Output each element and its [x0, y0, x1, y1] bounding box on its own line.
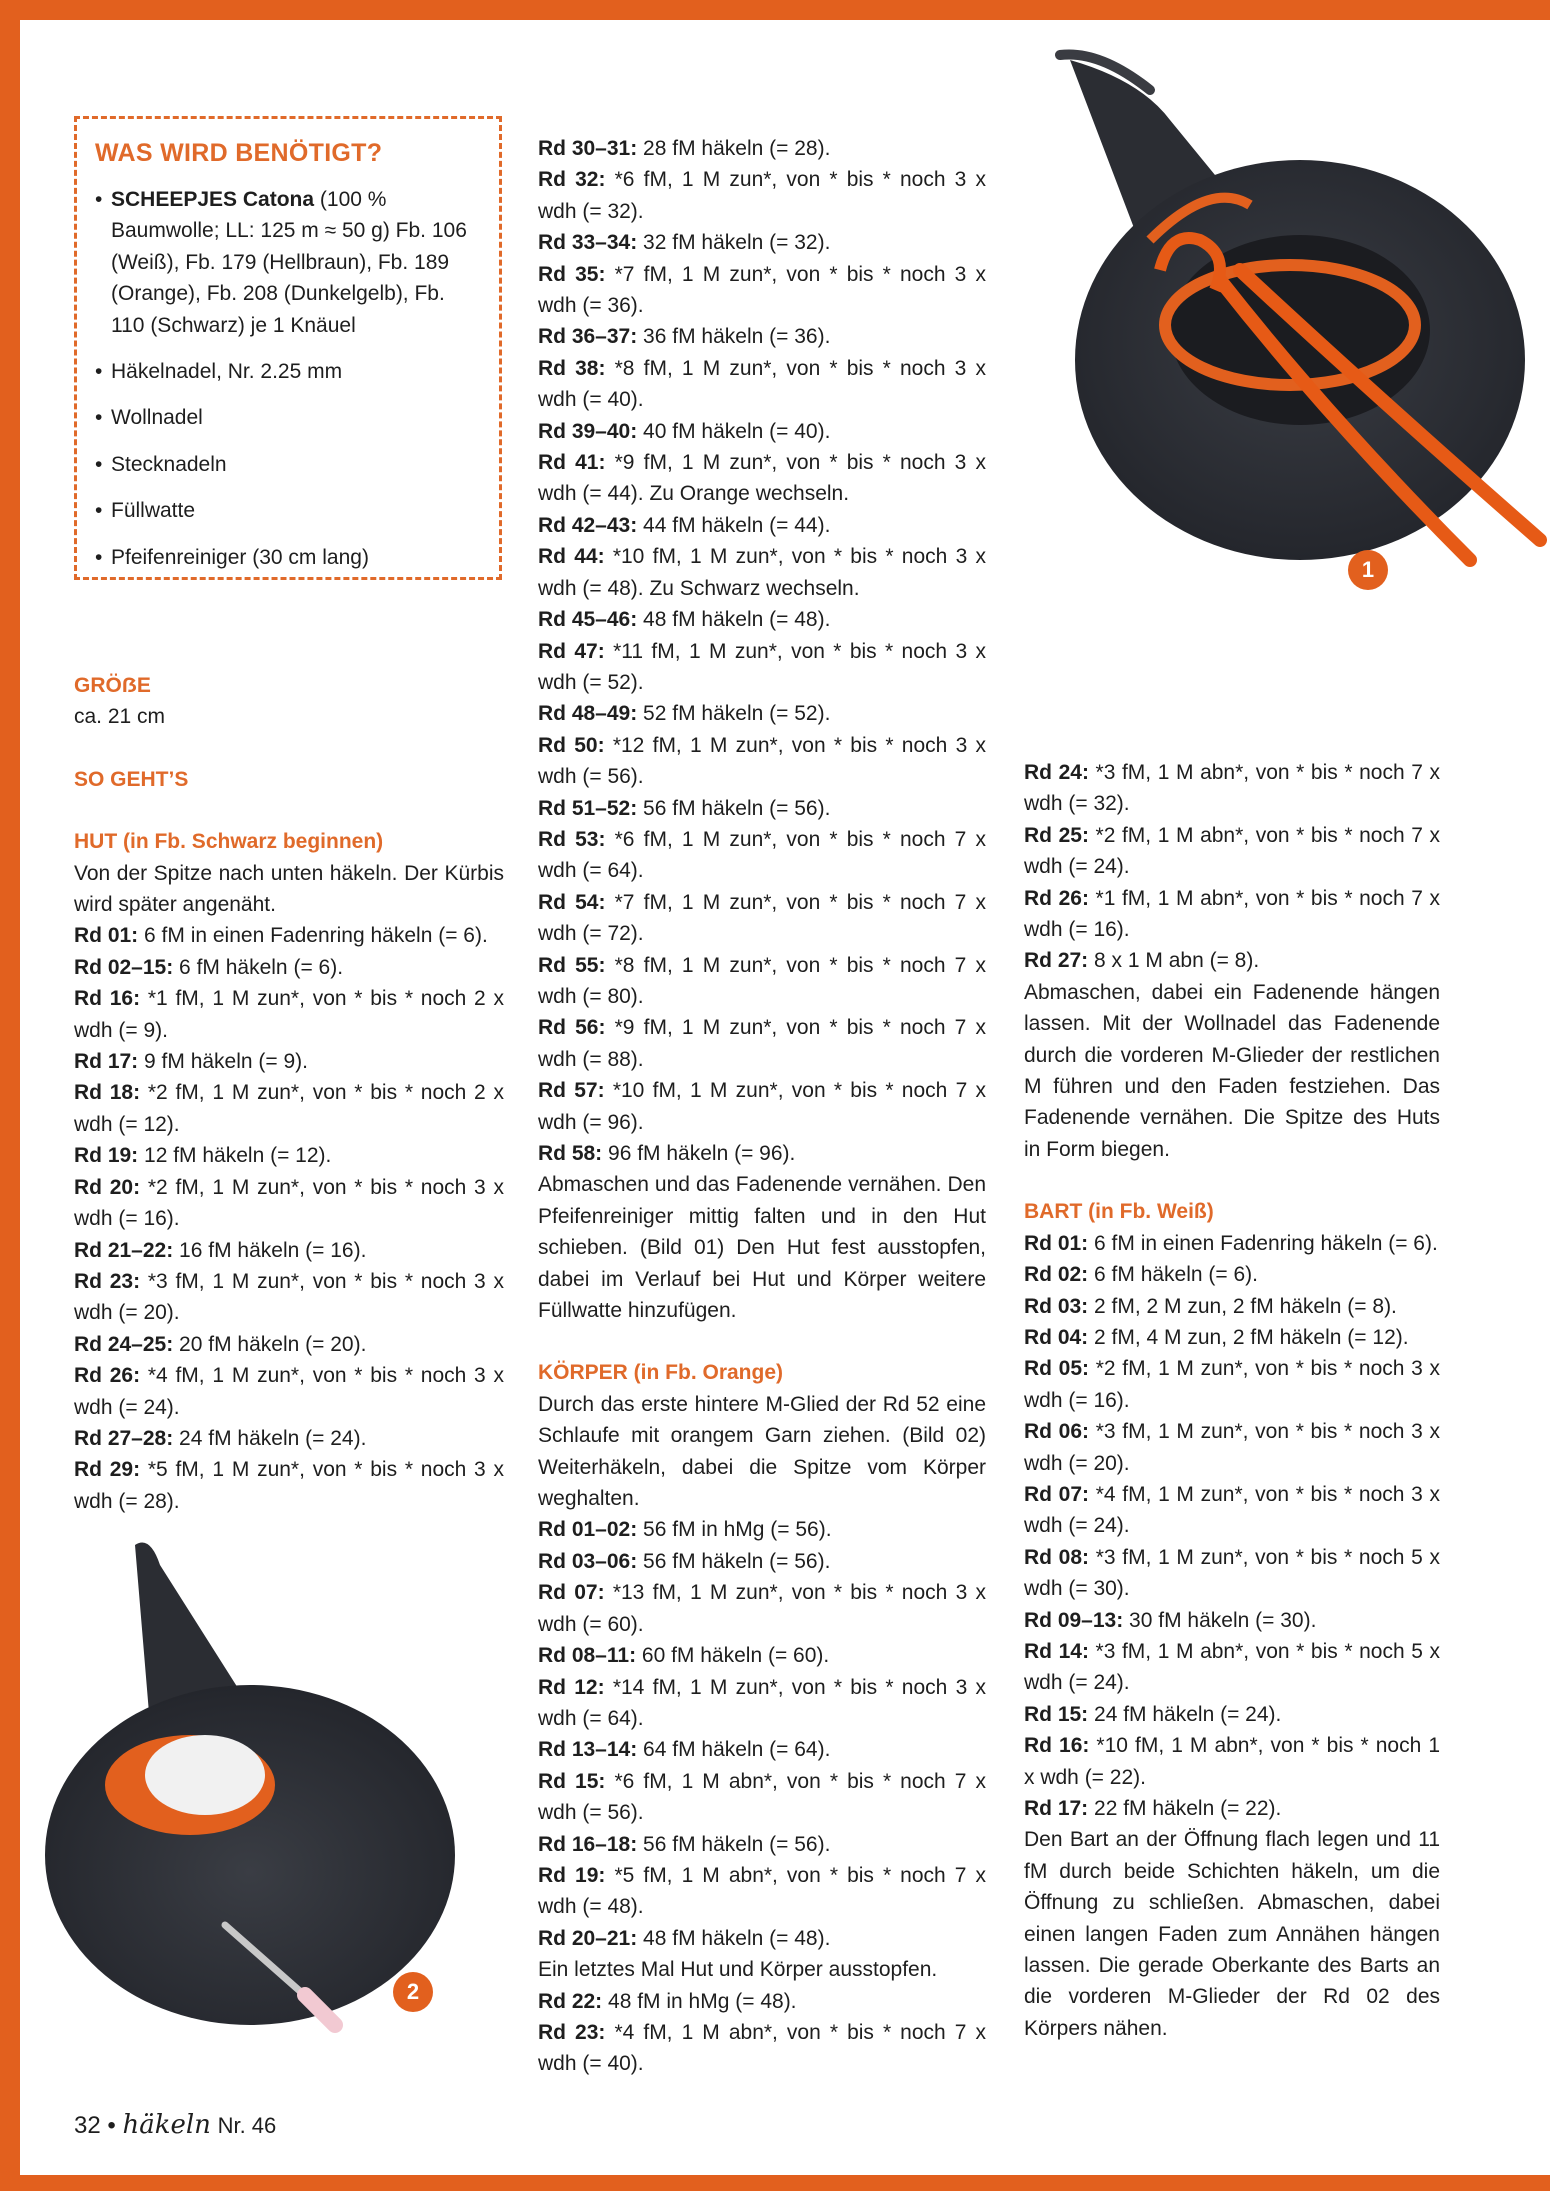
page-frame-top [0, 0, 1550, 20]
round-instruction [1024, 1322, 1440, 1353]
round-instruction [1024, 1228, 1440, 1259]
round-label: Rd 58: [538, 1142, 603, 1165]
round-label: Rd 24–25: [74, 1332, 174, 1356]
materials-item [95, 184, 479, 341]
round-text: *2 fM, 1 M zun*, von * bis * noch 3 x wdh (= 16). [74, 1175, 504, 1231]
round-instruction [74, 1266, 504, 1329]
body-rows [538, 1514, 986, 1954]
round-instruction [1024, 1291, 1440, 1322]
round-text: 64 fM häkeln (= 64). [637, 1738, 831, 1762]
round-instruction [538, 1766, 986, 1829]
materials-item: • Häkelnadel, Nr. 2.25 mm [95, 356, 479, 387]
round-label: Rd 02–15: [74, 955, 174, 979]
round-instruction [74, 1423, 504, 1454]
round-text: *7 fM, 1 M zun*, von * bis * noch 3 x wdh (= 36). [538, 262, 986, 318]
instructions-heading: SO GEHT’S [74, 767, 189, 791]
round-text: *9 fM, 1 M zun*, von * bis * noch 3 x wdh (= 44). Zu Orange wechseln. [538, 451, 986, 506]
round-text: 36 fM häkeln (= 36). [637, 325, 831, 349]
round-label: Rd 17: [1024, 1797, 1089, 1820]
round-text: *3 fM, 1 M zun*, von * bis * noch 3 x wdh (= 20). [1024, 1420, 1440, 1475]
magazine-name: häkeln [122, 2110, 211, 2140]
round-text: *10 fM, 1 M zun*, von * bis * noch 7 x wdh (= 96). [538, 1079, 986, 1134]
round-instruction [538, 1640, 986, 1671]
materials-title: WAS WIRD BENÖTIGT? [95, 139, 383, 167]
round-instruction [1024, 1416, 1440, 1479]
round-label: Rd 20–21: [538, 1926, 638, 1950]
round-label: Rd 16: [1024, 1734, 1090, 1758]
round-label: Rd 45–46: [538, 608, 638, 632]
materials-item: • Stecknadeln [95, 449, 479, 480]
round-text: *7 fM, 1 M zun*, von * bis * noch 7 x wdh (= 72). [538, 890, 986, 946]
round-label: Rd 13–14: [538, 1738, 638, 1762]
round-text: *13 fM, 1 M zun*, von * bis * noch 3 x wdh (= 60). [538, 1581, 986, 1636]
round-label: Rd 27: [1024, 949, 1089, 973]
round-text: 96 fM häkeln (= 96). [602, 1142, 796, 1165]
round-instruction [538, 321, 986, 352]
round-instruction [1024, 1605, 1440, 1636]
round-label: Rd 44: [538, 545, 605, 569]
round-label: Rd 55: [538, 953, 606, 977]
round-instruction [538, 1546, 986, 1577]
round-label: Rd 26: [74, 1364, 141, 1388]
round-instruction [538, 164, 986, 227]
round-text: 6 fM in einen Fadenring häkeln (= 6). [138, 924, 488, 948]
hat-intro: Von der Spitze nach unten häkeln. Der Kürbis wird später angenäht. [74, 861, 504, 917]
round-label: Rd 48–49: [538, 702, 638, 726]
round-instruction [538, 604, 986, 635]
round-label: Rd 33–34: [538, 231, 638, 255]
round-label: Rd 09–13: [1024, 1608, 1124, 1632]
round-label: Rd 36–37: [538, 325, 638, 349]
round-instruction [538, 416, 986, 447]
round-instruction [538, 1577, 986, 1640]
round-text: 56 fM häkeln (= 56). [637, 1549, 831, 1573]
round-text: 12 fM häkeln (= 12). [138, 1144, 332, 1168]
round-text: 60 fM häkeln (= 60). [636, 1644, 830, 1668]
round-text: 24 fM häkeln (= 24). [173, 1426, 367, 1450]
round-label: Rd 35: [538, 262, 606, 286]
round-label: Rd 17: [74, 1050, 139, 1074]
beard-finish-text: Den Bart an der Öffnung flach legen und 11 fM durch beide Schichten häkeln, um die Öffnung zu schließen. Abmaschen, dabei einen langen Faden zum Annähen hängen lassen. Die gerade Oberkante des Barts an die vorderen M-Glieder der Rd 02 des Körpers nähen. [1024, 1828, 1440, 2040]
round-text: 2 fM, 4 M zun, 2 fM häkeln (= 12). [1088, 1325, 1409, 1349]
round-text: *10 fM, 1 M zun*, von * bis * noch 3 x wdh (= 48). Zu Schwarz wechseln. [538, 545, 986, 600]
round-instruction [1024, 1353, 1440, 1416]
round-instruction [1024, 1793, 1440, 1824]
page-number: 32 [74, 2112, 101, 2139]
round-label: Rd 24: [1024, 761, 1089, 784]
round-label: Rd 08–11: [538, 1644, 637, 1668]
round-label: Rd 03–06: [538, 1549, 638, 1573]
round-instruction [538, 1075, 986, 1138]
round-instruction [538, 1514, 986, 1545]
page-frame-left [0, 0, 20, 2191]
round-label: Rd 51–52: [538, 796, 638, 820]
round-text: *10 fM, 1 M abn*, von * bis * noch 1 x wdh (= 22). [1024, 1734, 1440, 1789]
stuff-again-text: Ein letztes Mal Hut und Körper ausstopfen. [538, 1958, 938, 1982]
photo-badge-2: 2 [393, 1972, 433, 2012]
round-label: Rd 02: [1024, 1263, 1089, 1287]
beard-rows [1024, 1228, 1440, 1825]
round-label: Rd 01: [74, 924, 139, 948]
round-label: Rd 27–28: [74, 1426, 174, 1450]
round-instruction [538, 887, 986, 950]
round-label: Rd 23: [74, 1269, 141, 1293]
round-text: 6 fM häkeln (= 6). [1088, 1263, 1259, 1287]
round-label: Rd 42–43: [538, 513, 638, 537]
body-intro: Durch das erste hintere M-Glied der Rd 52 eine Schlaufe mit orangem Garn ziehen. (Bild 02) Weiterhäkeln, dabei die Spitze vom Körper weghalten. [538, 1392, 986, 1511]
round-instruction [74, 983, 504, 1046]
round-label: Rd 30–31: [538, 137, 638, 160]
round-text: *4 fM, 1 M abn*, von * bis * noch 7 x wdh (= 40). [538, 2020, 986, 2076]
round-label: Rd 56: [538, 1016, 606, 1040]
round-instruction [538, 227, 986, 258]
round-label: Rd 39–40: [538, 419, 638, 443]
round-instruction [74, 952, 504, 983]
round-instruction [538, 259, 986, 322]
round-label: Rd 21–22: [74, 1238, 174, 1262]
size-value: ca. 21 cm [74, 705, 166, 729]
round-label: Rd 57: [538, 1079, 605, 1103]
round-text: 56 fM häkeln (= 56). [637, 1832, 831, 1856]
round-text: *2 fM, 1 M zun*, von * bis * noch 2 x wdh (= 12). [74, 1081, 504, 1136]
round-text: 9 fM häkeln (= 9). [138, 1050, 309, 1074]
round-text: *1 fM, 1 M abn*, von * bis * noch 7 x wdh (= 16). [1024, 886, 1440, 942]
photo-hat-pipe-cleaner [1000, 40, 1550, 780]
round-label: Rd 19: [538, 1863, 606, 1887]
round-text: *2 fM, 1 M zun*, von * bis * noch 3 x wdh (= 16). [1024, 1357, 1440, 1412]
round-instruction [538, 636, 986, 699]
materials-yarn-details: (100 % Baumwolle; LL: 125 m ≈ 50 g) Fb. 106 (Weiß), Fb. 179 (Hellbraun), Fb. 189 (Orange), Fb. 208 (Dunkelgelb), Fb. 110 (Schwarz) je 1 Knäuel [111, 188, 467, 337]
round-instruction [74, 1140, 504, 1171]
round-label: Rd 54: [538, 890, 606, 914]
round-text: 20 fM häkeln (= 20). [173, 1332, 367, 1356]
page-frame-bottom [0, 2175, 1550, 2191]
hat-rows [74, 920, 504, 1517]
round-label: Rd 01–02: [538, 1518, 638, 1542]
round-label: Rd 22: [538, 1989, 603, 2013]
round-text: *1 fM, 1 M zun*, von * bis * noch 2 x wdh (= 9). [74, 987, 504, 1042]
round-instruction [538, 793, 986, 824]
round-instruction [74, 1077, 504, 1140]
page-footer [74, 2110, 276, 2140]
round-text: 16 fM häkeln (= 16). [173, 1238, 367, 1262]
hat-rows-continued [538, 133, 986, 1169]
round-label: Rd 12: [538, 1675, 605, 1699]
round-label: Rd 03: [1024, 1294, 1089, 1318]
round-instruction [74, 1235, 504, 1266]
round-instruction [538, 1923, 986, 1954]
round-label: Rd 19: [74, 1144, 139, 1168]
round-instruction [538, 950, 986, 1013]
round-instruction [1024, 1636, 1440, 1699]
round-text: 6 fM häkeln (= 6). [173, 955, 344, 979]
round-instruction [538, 1734, 986, 1765]
round-text: *4 fM, 1 M zun*, von * bis * noch 3 x wdh (= 24). [1024, 1482, 1440, 1538]
body-rows-final [1024, 757, 1440, 977]
materials-item: • Wollnadel [95, 402, 479, 433]
round-text: *3 fM, 1 M zun*, von * bis * noch 5 x wdh (= 30). [1024, 1545, 1440, 1601]
column-3 [1024, 757, 1440, 2044]
hat-heading: HUT (in Fb. Schwarz beginnen) [74, 830, 384, 854]
round-text: *5 fM, 1 M abn*, von * bis * noch 7 x wdh (= 48). [538, 1863, 986, 1919]
round-instruction [74, 1360, 504, 1423]
round-text: 2 fM, 2 M zun, 2 fM häkeln (= 8). [1088, 1294, 1397, 1318]
body-finish-text: Abmaschen, dabei ein Fadenende hängen lassen. Mit der Wollnadel das Fadenende durch die vorderen M-Glieder der restlichen M führen und den Faden festziehen. Das Fadenende vernähen. Die Spitze des Huts in Form biegen. [1024, 980, 1440, 1161]
stuffing [145, 1735, 265, 1815]
round-text: *3 fM, 1 M zun*, von * bis * noch 3 x wdh (= 20). [74, 1269, 504, 1325]
round-text: 52 fM häkeln (= 52). [637, 702, 831, 726]
round-instruction [1024, 820, 1440, 883]
round-label: Rd 07: [1024, 1482, 1090, 1506]
round-instruction [538, 447, 986, 510]
round-text: *6 fM, 1 M abn*, von * bis * noch 7 x wdh (= 56). [538, 1769, 986, 1825]
round-text: *6 fM, 1 M zun*, von * bis * noch 7 x wdh (= 64). [538, 827, 986, 883]
round-instruction [1024, 1479, 1440, 1542]
round-label: Rd 04: [1024, 1325, 1089, 1349]
round-text: *4 fM, 1 M zun*, von * bis * noch 3 x wdh (= 24). [74, 1364, 504, 1419]
round-text: 48 fM häkeln (= 48). [637, 608, 831, 632]
round-label: Rd 53: [538, 827, 606, 851]
round-label: Rd 06: [1024, 1420, 1090, 1444]
round-text: *6 fM, 1 M zun*, von * bis * noch 3 x wdh (= 32). [538, 168, 986, 223]
round-instruction [538, 730, 986, 793]
round-text: *5 fM, 1 M zun*, von * bis * noch 3 x wdh (= 28). [74, 1458, 504, 1513]
round-label: Rd 29: [74, 1458, 141, 1482]
beard-heading: BART (in Fb. Weiß) [1024, 1200, 1214, 1224]
round-instruction [74, 1046, 504, 1077]
round-instruction [538, 698, 986, 729]
round-text: *2 fM, 1 M abn*, von * bis * noch 7 x wdh (= 24). [1024, 823, 1440, 879]
body-rows-end [538, 1986, 986, 2080]
round-text: 22 fM häkeln (= 22). [1088, 1797, 1282, 1820]
hat-finish-text: Abmaschen und das Fadenende vernähen. Den Pfeifenreiniger mittig falten und in den Hut schieben. (Bild 01) Den Hut fest ausstopfen, dabei im Verlauf bei Hut und Körper weitere Füllwatte hinzufügen. [538, 1173, 986, 1323]
round-label: Rd 16–18: [538, 1832, 638, 1856]
round-text: 48 fM häkeln (= 48). [637, 1926, 831, 1950]
round-label: Rd 15: [1024, 1702, 1089, 1726]
round-text: 8 x 1 M abn (= 8). [1088, 949, 1260, 973]
round-text: *8 fM, 1 M zun*, von * bis * noch 7 x wdh (= 80). [538, 953, 986, 1008]
round-text: 30 fM häkeln (= 30). [1123, 1608, 1317, 1632]
round-label: Rd 16: [74, 987, 141, 1011]
round-label: Rd 01: [1024, 1231, 1089, 1255]
round-label: Rd 23: [538, 2020, 606, 2044]
round-instruction [538, 1986, 986, 2017]
round-text: 56 fM in hMg (= 56). [637, 1518, 832, 1542]
round-instruction [1024, 945, 1440, 976]
round-label: Rd 41: [538, 451, 606, 475]
round-text: 44 fM häkeln (= 44). [637, 513, 831, 537]
round-instruction [1024, 1699, 1440, 1730]
round-text: 28 fM häkeln (= 28). [637, 137, 831, 160]
round-label: Rd 15: [538, 1769, 606, 1793]
round-instruction [1024, 1730, 1440, 1793]
round-label: Rd 14: [1024, 1639, 1089, 1663]
round-label: Rd 20: [74, 1175, 141, 1199]
round-instruction [1024, 1542, 1440, 1605]
round-text: *8 fM, 1 M zun*, von * bis * noch 3 x wdh (= 40). [538, 356, 986, 412]
round-label: Rd 05: [1024, 1357, 1090, 1381]
round-instruction [538, 1672, 986, 1735]
round-text: *9 fM, 1 M zun*, von * bis * noch 7 x wdh (= 88). [538, 1016, 986, 1071]
photo-badge-1: 1 [1348, 550, 1388, 590]
round-instruction [538, 510, 986, 541]
round-label: Rd 47: [538, 639, 605, 663]
column-2 [538, 133, 986, 2080]
round-instruction [538, 1012, 986, 1075]
round-text: *3 fM, 1 M abn*, von * bis * noch 7 x wdh (= 32). [1024, 761, 1440, 816]
column-1 [74, 670, 504, 1517]
round-text: 6 fM in einen Fadenring häkeln (= 6). [1088, 1231, 1438, 1255]
round-text: *14 fM, 1 M zun*, von * bis * noch 3 x wdh (= 64). [538, 1675, 986, 1730]
round-instruction [74, 1172, 504, 1235]
round-text: *11 fM, 1 M zun*, von * bis * noch 3 x wdh (= 52). [538, 639, 987, 694]
round-instruction [1024, 883, 1440, 946]
round-instruction [1024, 1259, 1440, 1290]
body-heading: KÖRPER (in Fb. Orange) [538, 1361, 784, 1385]
round-instruction [538, 824, 986, 887]
round-label: Rd 07: [538, 1581, 605, 1605]
round-label: Rd 26: [1024, 886, 1089, 910]
issue-number: Nr. 46 [217, 2113, 277, 2138]
round-text: 24 fM häkeln (= 24). [1088, 1702, 1282, 1726]
round-label: Rd 32: [538, 168, 606, 192]
round-text: *12 fM, 1 M zun*, von * bis * noch 3 x wdh (= 56). [538, 733, 986, 789]
round-instruction [74, 1454, 504, 1517]
round-label: Rd 18: [74, 1081, 141, 1105]
materials-item: • Pfeifenreiniger (30 cm lang) [95, 542, 479, 573]
materials-box [74, 116, 502, 580]
hat2-brim [45, 1685, 455, 2025]
round-instruction [538, 133, 986, 164]
round-instruction [538, 1829, 986, 1860]
round-instruction [538, 2017, 986, 2080]
round-instruction [538, 1138, 986, 1169]
round-instruction [538, 353, 986, 416]
round-text: 48 fM in hMg (= 48). [602, 1989, 797, 2013]
round-text: *3 fM, 1 M abn*, von * bis * noch 5 x wdh (= 24). [1024, 1639, 1440, 1695]
round-text: 32 fM häkeln (= 32). [637, 231, 831, 255]
round-instruction [74, 1329, 504, 1360]
round-instruction [538, 541, 986, 604]
round-text: 56 fM häkeln (= 56). [637, 796, 831, 820]
round-label: Rd 08: [1024, 1545, 1090, 1569]
round-instruction [74, 920, 504, 951]
materials-brand: SCHEEPJES Catona [111, 188, 315, 211]
round-text: 40 fM häkeln (= 40). [637, 419, 831, 443]
materials-list [95, 184, 479, 573]
round-label: Rd 50: [538, 733, 605, 757]
round-label: Rd 38: [538, 356, 606, 380]
round-instruction [538, 1860, 986, 1923]
size-heading: GRÖẞE [74, 674, 151, 697]
footer-separator: • [107, 2112, 116, 2139]
materials-item: • Füllwatte [95, 495, 479, 526]
round-label: Rd 25: [1024, 823, 1089, 847]
